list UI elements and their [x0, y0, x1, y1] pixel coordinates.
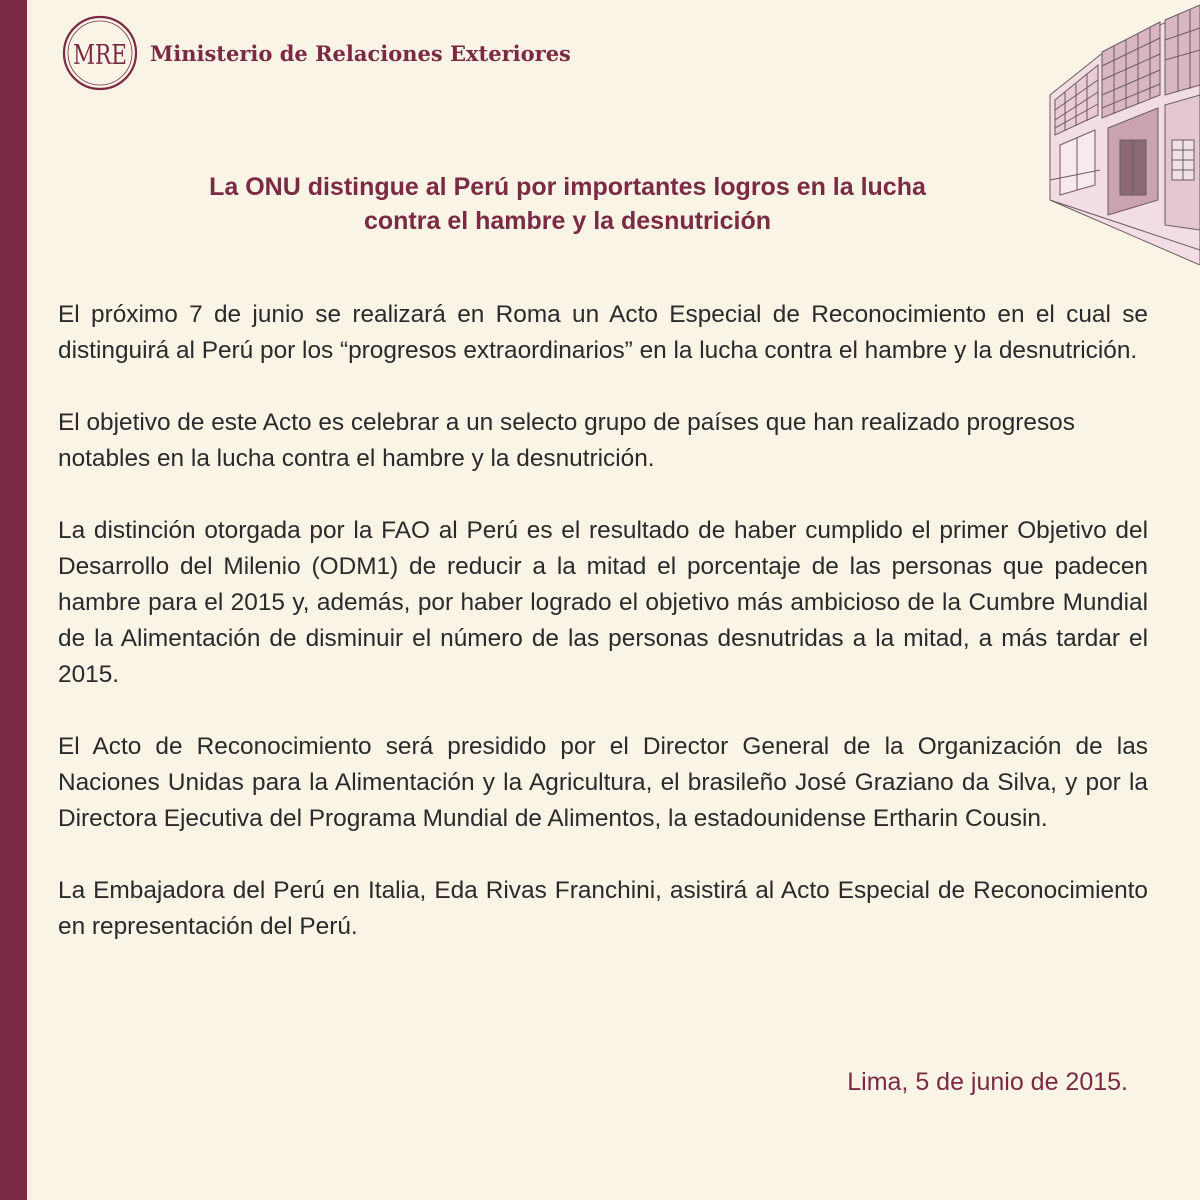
- headline: [100, 170, 1035, 238]
- paragraph-5: La Embajadora del Perú en Italia, Eda Rivas Franchini, asistirá al Acto Especial de Reconocimiento en representación del Perú.: [58, 877, 1148, 940]
- ministry-name: Ministerio de Relaciones Exteriores: [150, 40, 571, 66]
- paragraph-3: La distinción otorgada por la FAO al Perú es el resultado de haber cumplido el primer Objetivo del Desarrollo del Milenio (ODM1) de reducir a la mitad el porcentaje de las personas que padecen hambre para el 2015 y, además, por haber logrado el objetivo más ambicioso de la Cumbre Mundial de la Alimentación de disminuir el número de las personas desnutridas a la mitad, a más tardar el 2015.: [58, 517, 1148, 688]
- paragraph-2: El objetivo de este Acto es celebrar a un selecto grupo de países que han realizado progresos notables en la lucha contra el hambre y la desnutrición.: [58, 409, 1075, 472]
- colonial-building-illustration: [1040, 0, 1200, 265]
- headline-line-1: La ONU distingue al Perú por importantes logros en la lucha: [209, 173, 926, 201]
- paragraph-1: El próximo 7 de junio se realizará en Roma un Acto Especial de Reconocimiento en el cual se distinguirá al Perú por los “progresos extraordinarios” en la lucha contra el hambre y la desnutrición.: [58, 301, 1148, 364]
- mre-logo: [62, 15, 138, 91]
- article-body: [58, 297, 1148, 981]
- left-accent-bar: [0, 0, 27, 1200]
- paragraph-4: El Acto de Reconocimiento será presidido por el Director General de la Organización de las Naciones Unidas para la Alimentación y la Agricultura, el brasileño José Graziano da Silva, y por la Directora Ejecutiva del Programa Mundial de Alimentos, la estadounidense Ertharin Cousin.: [58, 733, 1148, 832]
- header: [62, 15, 571, 91]
- place-date-signoff: Lima, 5 de junio de 2015.: [847, 1068, 1128, 1096]
- headline-line-2: contra el hambre y la desnutrición: [363, 207, 772, 235]
- logo-text: MRE: [73, 40, 127, 71]
